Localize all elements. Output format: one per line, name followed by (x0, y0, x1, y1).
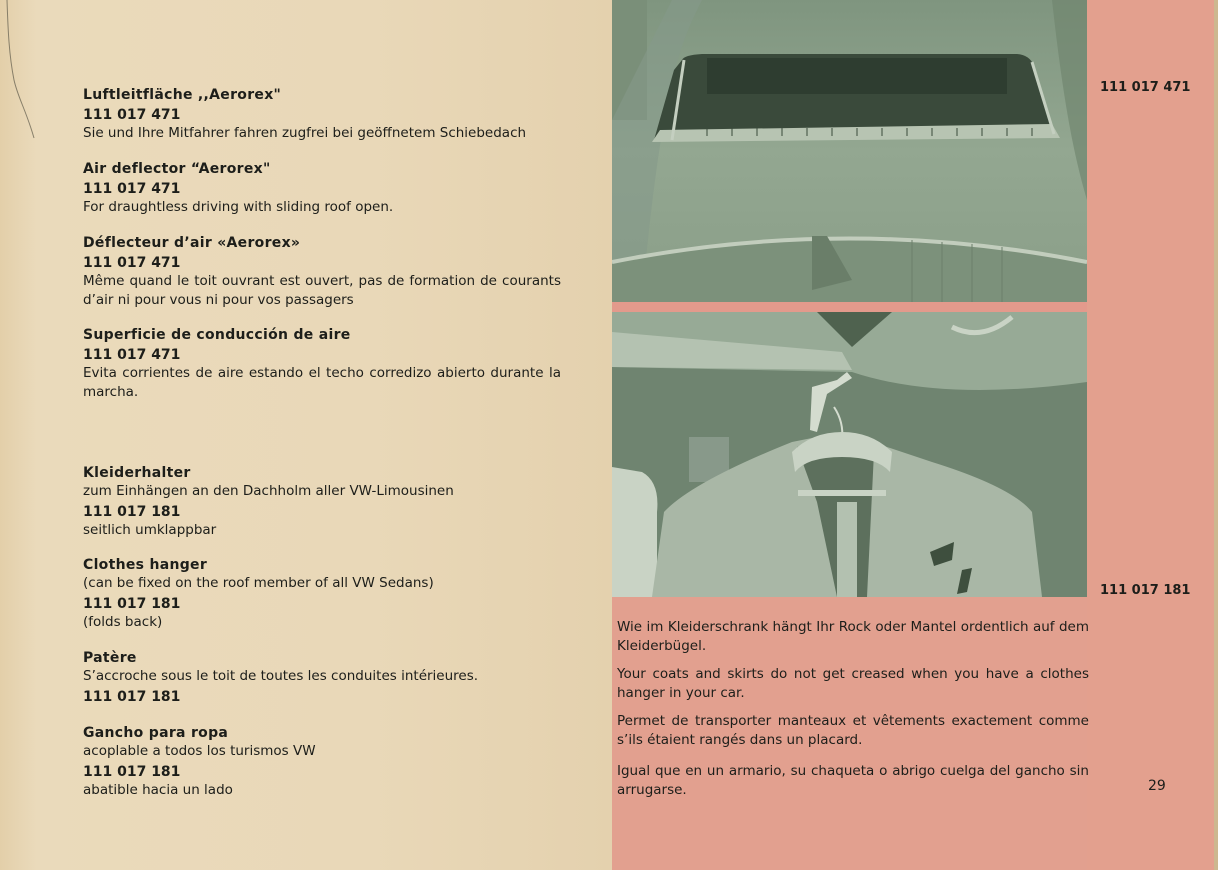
page-edge (1214, 0, 1218, 870)
item-subtitle: S’accroche sous le toit de toutes les conduites intérieures. (83, 668, 479, 684)
item-title: Gancho para ropa (83, 725, 229, 741)
aerorex-fr (83, 234, 561, 309)
item-description: Sie und Ihre Mitfahrer fahren zugfrei bei geöffnetem Schiebedach (83, 125, 527, 141)
part-number: 111 017 181 (83, 763, 181, 780)
item-title: Kleiderhalter (83, 465, 191, 481)
hanger-en (83, 556, 561, 631)
part-number: 111 017 471 (83, 107, 181, 123)
part-number: 111 017 471 (83, 347, 181, 363)
item-title: Clothes hanger (83, 557, 208, 573)
hanger-de (83, 464, 561, 539)
caption-es: Igual que en un armario, su chaqueta o abrigo cuelga del gancho sin arrugarse. (617, 763, 1089, 798)
photo-clothes-hanger (612, 312, 1087, 597)
caption-de: Wie im Kleiderschrank hängt Ihr Rock oder Mantel ordentlich auf dem Kleiderbügel. (617, 619, 1089, 654)
aerorex-en (83, 160, 561, 217)
pink-margin-column (1087, 0, 1218, 870)
hanger-es (83, 724, 561, 799)
part-number: 111 017 181 (83, 595, 181, 612)
part-number: 111 017 471 (83, 181, 181, 197)
pink-divider (612, 302, 1087, 312)
aerorex-es (83, 326, 561, 401)
aerorex-de (83, 86, 561, 143)
caption-en: Your coats and skirts do not get creased when you have a clothes hanger in your car. (617, 666, 1089, 701)
item-title: Patère (83, 650, 137, 666)
item-title: Déflecteur d’air «Aerorex» (83, 235, 301, 251)
photo-top-part-number: 111 017 471 (1100, 80, 1191, 95)
hanger-fr (83, 649, 561, 706)
item-description: Evita corrientes de aire estando el techo corredizo abierto durante la marcha. (83, 365, 561, 400)
item-title: Air deflector “Aerorex" (83, 161, 271, 177)
item-subtitle: (can be fixed on the roof member of all VW Sedans) (83, 575, 434, 591)
item-note: (folds back) (83, 613, 163, 630)
part-number: 111 017 181 (83, 503, 181, 520)
item-title: Superficie de conducción de aire (83, 327, 351, 343)
item-description: For draughtless driving with sliding roof open. (83, 199, 394, 215)
item-note: abatible hacia un lado (83, 781, 233, 798)
part-number: 111 017 471 (83, 255, 181, 271)
page-number: 29 (1148, 778, 1166, 794)
caption-fr: Permet de transporter manteaux et vêtements exactement comme s’ils étaient rangés dans un placard. (617, 713, 1089, 748)
item-title: Luftleitfläche ,,Aerorex" (83, 87, 282, 103)
item-subtitle: zum Einhängen an den Dachholm aller VW-Limousinen (83, 483, 454, 499)
item-subtitle: acoplable a todos los turismos VW (83, 743, 316, 759)
photo-sunroof-deflector (612, 0, 1087, 302)
item-description: Même quand le toit ouvrant est ouvert, pas de formation de courants d’air ni pour vous ni pour vos passagers (83, 273, 561, 308)
paper-crease (0, 0, 40, 140)
part-number: 111 017 181 (83, 688, 181, 705)
item-note: seitlich umklappbar (83, 521, 217, 538)
photo-bottom-part-number: 111 017 181 (1100, 583, 1191, 598)
